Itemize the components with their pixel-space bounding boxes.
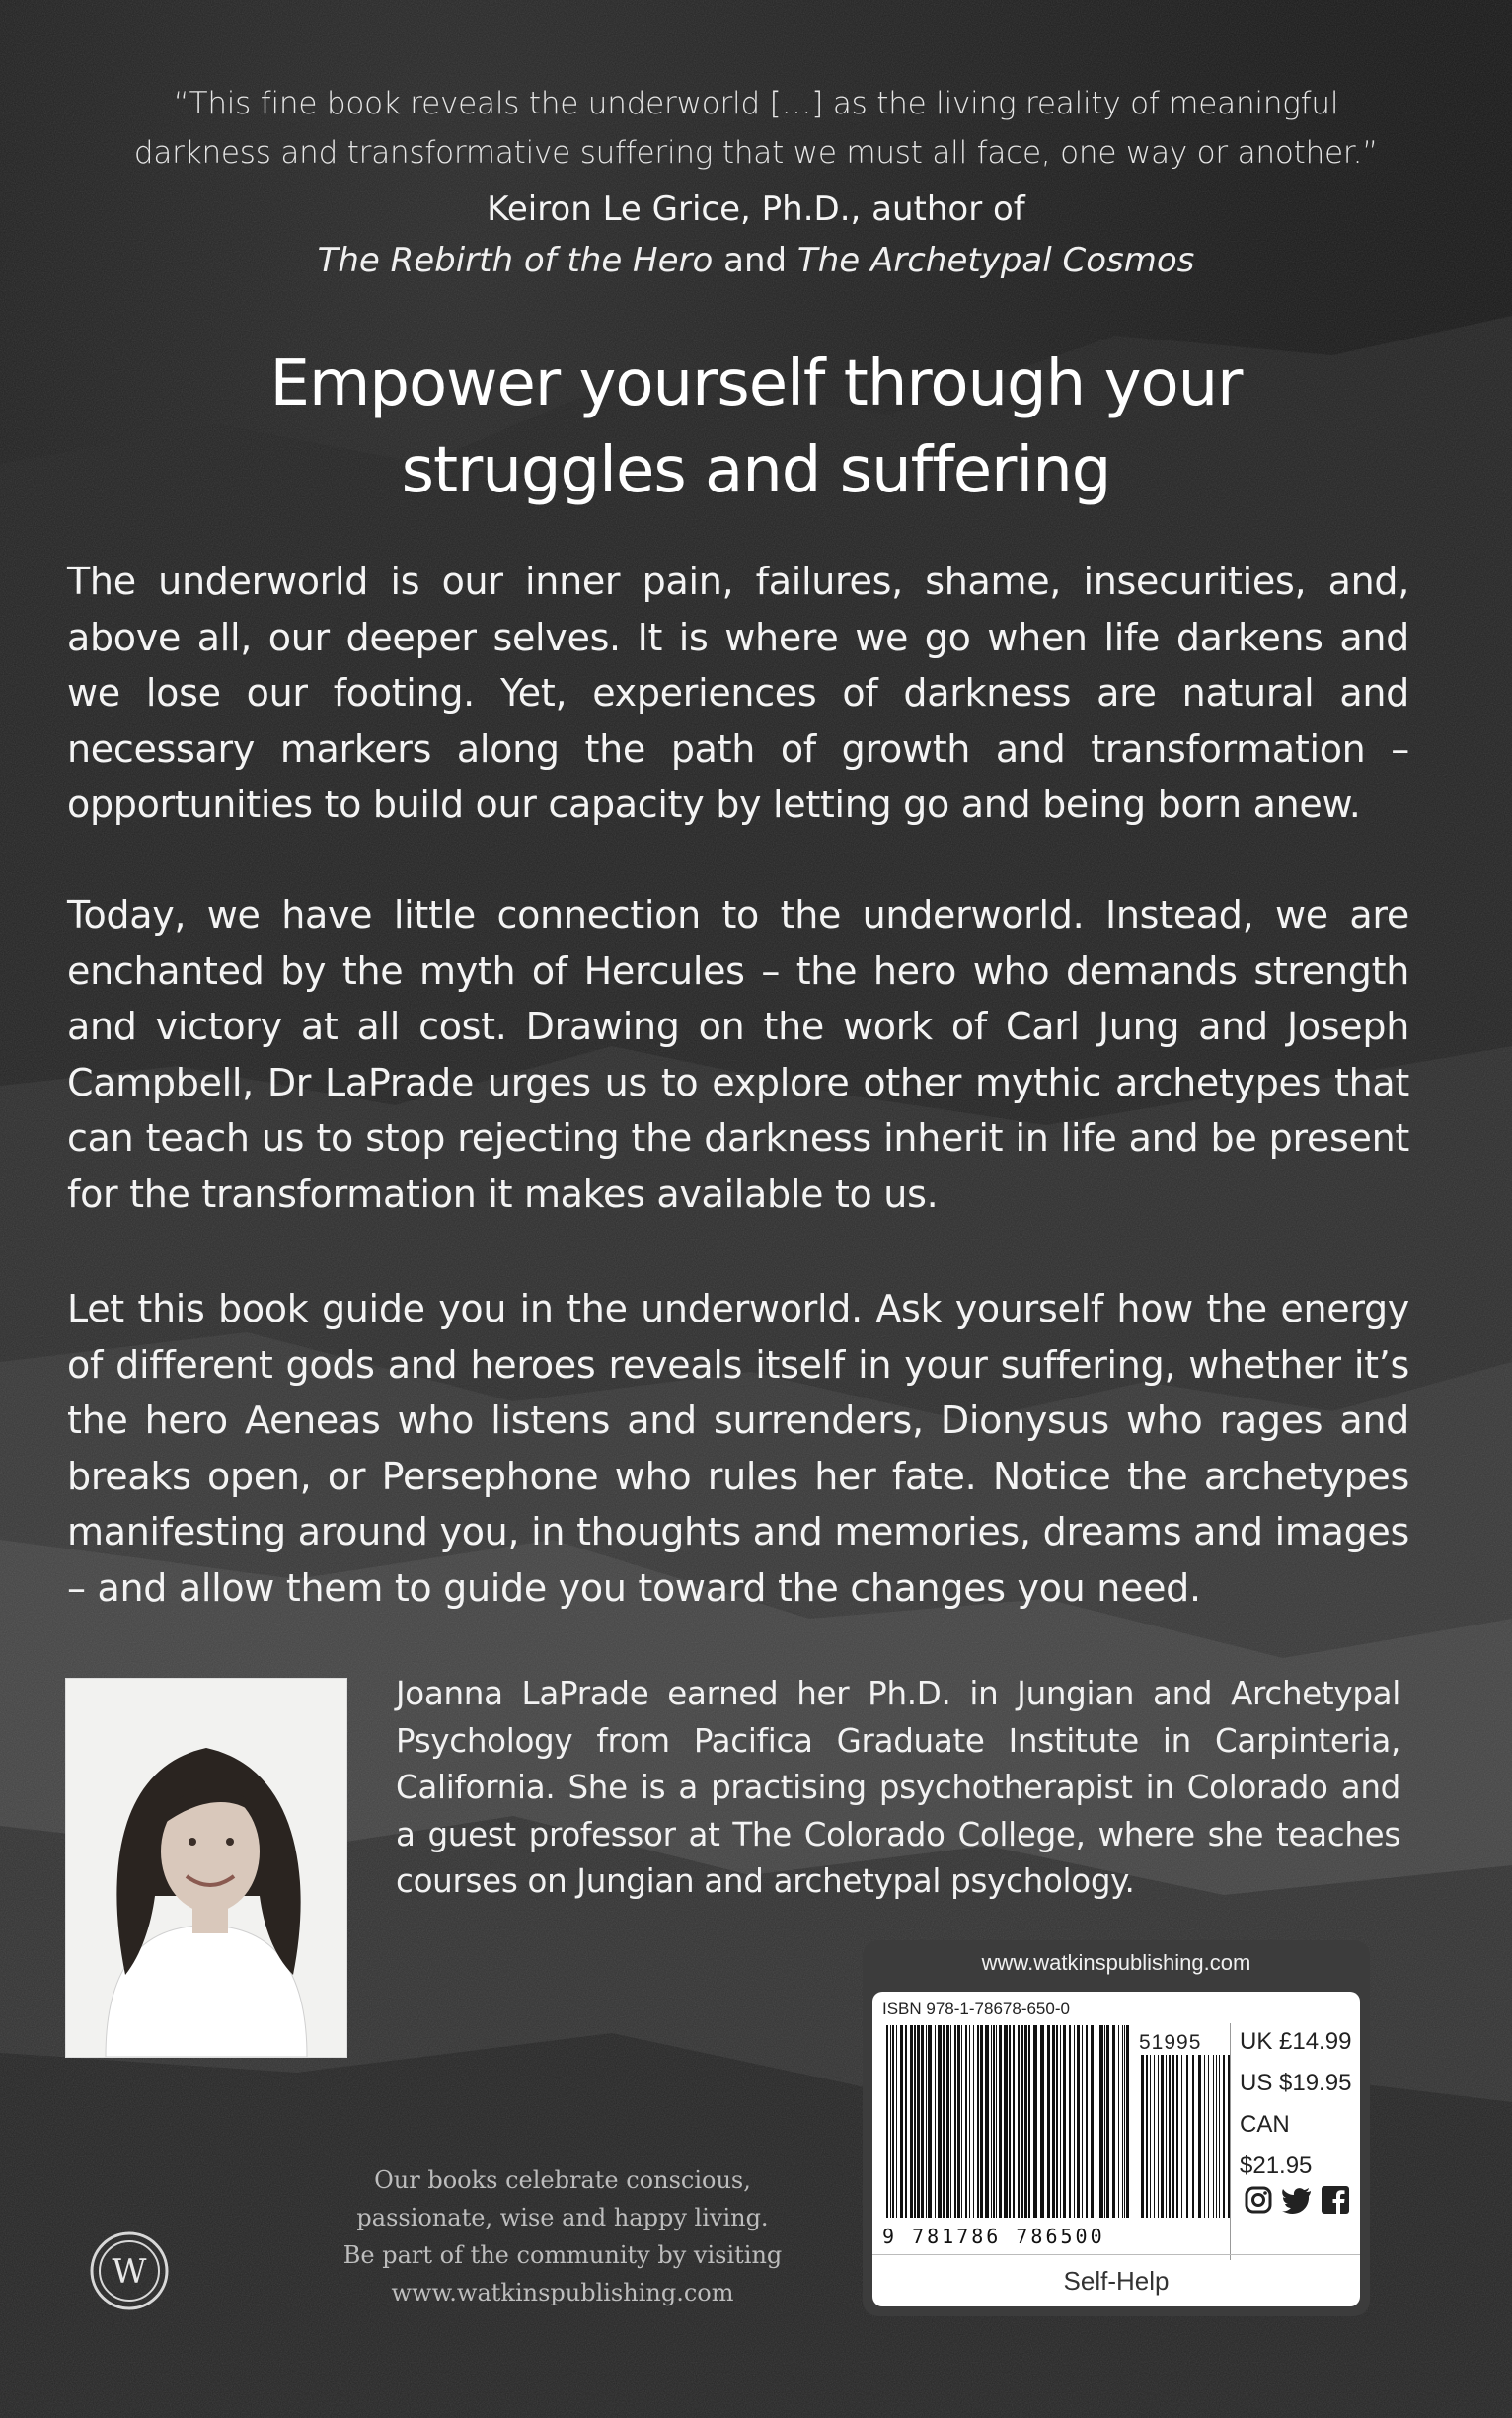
barcode-bar (1018, 2025, 1020, 2218)
logo-letter: W (112, 2252, 147, 2292)
tagline-line-3: Be part of the community by visiting (342, 2241, 783, 2269)
barcode-bar (1216, 2055, 1217, 2218)
barcode-bar (900, 2025, 903, 2218)
barcode-bar (950, 2025, 951, 2218)
barcode-bar (1106, 2025, 1109, 2218)
tagline-line-2: passionate, wise and happy living. (356, 2204, 769, 2231)
barcode-bar (1021, 2025, 1023, 2218)
quote-line-2: darkness and transformative suffering that we must all face, one way or another.” (133, 135, 1379, 171)
barcode-bar (910, 2025, 913, 2218)
barcode-bar (1009, 2025, 1011, 2218)
price-us: US $19.95 (1240, 2070, 1352, 2096)
barcode-bar (1099, 2025, 1103, 2218)
barcode-bar (1104, 2025, 1105, 2218)
barcode-bar (1198, 2055, 1201, 2218)
paragraph-2: Today, we have little connection to the underworld. Instead, we are enchanted by the myth of Hercules – the hero who demands strength and victory at all cost. Drawing on the work of Carl Jung and Joseph Campbell, Dr LaPrade urges us to explore other mythic archetypes that can teach us to stop rejecting the darkness inherit in life and be present for the transformation it makes available to us. (67, 893, 1409, 1216)
barcode-bar (928, 2025, 932, 2218)
barcode-bar (1077, 2025, 1080, 2218)
barcode-bar (1047, 2025, 1050, 2218)
headline (99, 340, 1413, 514)
barcode-bar (1141, 2055, 1144, 2218)
barcode-bar (1181, 2055, 1182, 2218)
publisher-logo (89, 2230, 170, 2311)
barcode-bar (954, 2025, 956, 2218)
barcode-bar (996, 2025, 997, 2218)
barcode-bar (1052, 2025, 1055, 2218)
barcode-bar (892, 2025, 894, 2218)
barcode-bar (991, 2025, 992, 2218)
barcode-bar (973, 2025, 974, 2218)
isbn-label: ISBN 978-1-78678-650-0 (882, 2000, 1070, 2018)
barcode-bar (1028, 2025, 1030, 2218)
barcode-bar (1024, 2025, 1027, 2218)
barcode-bar (965, 2025, 967, 2218)
price-uk: UK £14.99 (1240, 2028, 1352, 2055)
endorsement-quote (79, 79, 1433, 286)
barcode-bar (1213, 2055, 1214, 2218)
barcode-bar (1040, 2025, 1044, 2218)
prices-divider (1230, 2023, 1231, 2260)
barcode-bar (938, 2025, 942, 2218)
barcode-bar (1158, 2055, 1159, 2218)
barcode-bar (914, 2025, 916, 2218)
barcode-bar (1166, 2055, 1167, 2218)
headline-line-1: Empower yourself through your (269, 347, 1243, 420)
quote-line-1: “This fine book reveals the underworld […] as the living reality of meaningful (173, 86, 1339, 121)
quote-author: Keiron Le Grice, Ph.D., author of (487, 189, 1025, 229)
barcode-bar (935, 2025, 936, 2218)
barcode-bar (905, 2025, 907, 2218)
paragraph-1: The underworld is our inner pain, failures, shame, insecurities, and, above all, our deeper selves. It is where we go when life darkens and we lose our footing. Yet, experiences of darkness are natural and necessary markers along the path of growth and transformation – opportunities to build our capacity by letting go and being born anew. (67, 560, 1409, 826)
barcode-bar (1124, 2025, 1125, 2218)
barcode-bar (977, 2025, 979, 2218)
barcode-bar (1086, 2025, 1088, 2218)
barcode-bar (1004, 2025, 1008, 2218)
barcode-bar (1150, 2055, 1151, 2218)
barcode-bar (886, 2025, 888, 2218)
publisher-url[interactable]: www.watkinspublishing.com (981, 1950, 1251, 1975)
barcode-bar (961, 2025, 962, 2218)
barcode-bar (1204, 2055, 1205, 2218)
barcode-bar (957, 2025, 960, 2218)
barcode-bar (1223, 2055, 1225, 2218)
barcode-bar (1126, 2025, 1129, 2218)
barcode-bar (943, 2025, 945, 2218)
barcode-bar (1169, 2055, 1171, 2218)
barcode-bar (917, 2025, 920, 2218)
barcode-bar (1219, 2055, 1220, 2218)
barcode-bar (926, 2025, 927, 2218)
barcode-bar (1082, 2025, 1083, 2218)
barcode-card (872, 1992, 1360, 2306)
author-bio: Joanna LaPrade earned her Ph.D. in Jungian and Archetypal Psychology from Pacifica Graduate Institute in Carpinteria, California. She is a practising psychotherapist in Colorado and a guest professor at The Colorado College, where she teaches courses on Jungian and archetypal psychology. (396, 1675, 1400, 1900)
barcode-bar (1056, 2025, 1058, 2218)
barcode-bar (1063, 2025, 1066, 2218)
tagline-url[interactable]: www.watkinspublishing.com (391, 2279, 734, 2306)
barcode-bar (1146, 2055, 1148, 2218)
barcode-bar (1186, 2055, 1188, 2218)
barcode-bar (1176, 2055, 1178, 2218)
barcode-bar (1060, 2025, 1061, 2218)
barcode-bar (969, 2025, 970, 2218)
publisher-tagline (326, 2161, 799, 2311)
and-word: and (713, 241, 797, 280)
barcode-bar (980, 2025, 983, 2218)
barcode-bar (890, 2025, 891, 2218)
author-photo (65, 1678, 347, 2058)
barcode-bar (1069, 2025, 1071, 2218)
social-icons (1244, 2185, 1350, 2220)
tagline-line-1: Our books celebrate conscious, (374, 2166, 751, 2194)
book-title-1: The Rebirth of the Hero (317, 241, 714, 280)
barcode-bar (1074, 2025, 1075, 2218)
barcode-bar (1013, 2025, 1015, 2218)
barcode-bar (1122, 2025, 1123, 2218)
prices (1240, 2021, 1360, 2187)
author-portrait (66, 1679, 346, 2057)
barcode-bar (1033, 2025, 1037, 2218)
publisher-box (863, 1940, 1370, 2316)
headline-line-2: struggles and suffering (401, 434, 1111, 507)
category-label: Self-Help (872, 2254, 1360, 2306)
price-code: 51995 (1139, 2031, 1202, 2054)
paragraph-3: Let this book guide you in the underworld. Ask yourself how the energy of different gods and heroes reveals itself in your suffering, whether it’s the hero Aeneas who listens and surrenders, Dionysus who rages and breaks open, or Persephone who rules her fate. Notice the archetypes manifesting around you, in thoughts and memories, dreams and images – and allow them to guide you toward the changes you need. (67, 1287, 1409, 1610)
barcode-bar (985, 2025, 989, 2218)
barcode-bar (1154, 2055, 1155, 2218)
barcode-bar (1118, 2025, 1119, 2218)
book-title-2: The Archetypal Cosmos (796, 241, 1195, 280)
instagram-icon[interactable] (1244, 2185, 1273, 2220)
barcode-bar (993, 2025, 995, 2218)
barcode-bar (1112, 2025, 1115, 2218)
barcode-bar (896, 2025, 897, 2218)
twitter-icon[interactable] (1281, 2185, 1313, 2220)
price-can: CAN $21.95 (1240, 2111, 1313, 2179)
barcode-bar (1192, 2055, 1194, 2218)
barcode-bar (999, 2025, 1002, 2218)
quote-books (79, 235, 1433, 286)
isbn-digits: 9 781786 786500 (882, 2225, 1105, 2248)
barcode-bar (921, 2025, 924, 2218)
barcode-bar (1172, 2055, 1174, 2218)
barcode-bar (1091, 2025, 1094, 2218)
barcode-bar (946, 2025, 949, 2218)
barcode-bar (1208, 2055, 1209, 2218)
facebook-icon[interactable] (1321, 2185, 1350, 2220)
barcode-bar (1161, 2055, 1164, 2218)
